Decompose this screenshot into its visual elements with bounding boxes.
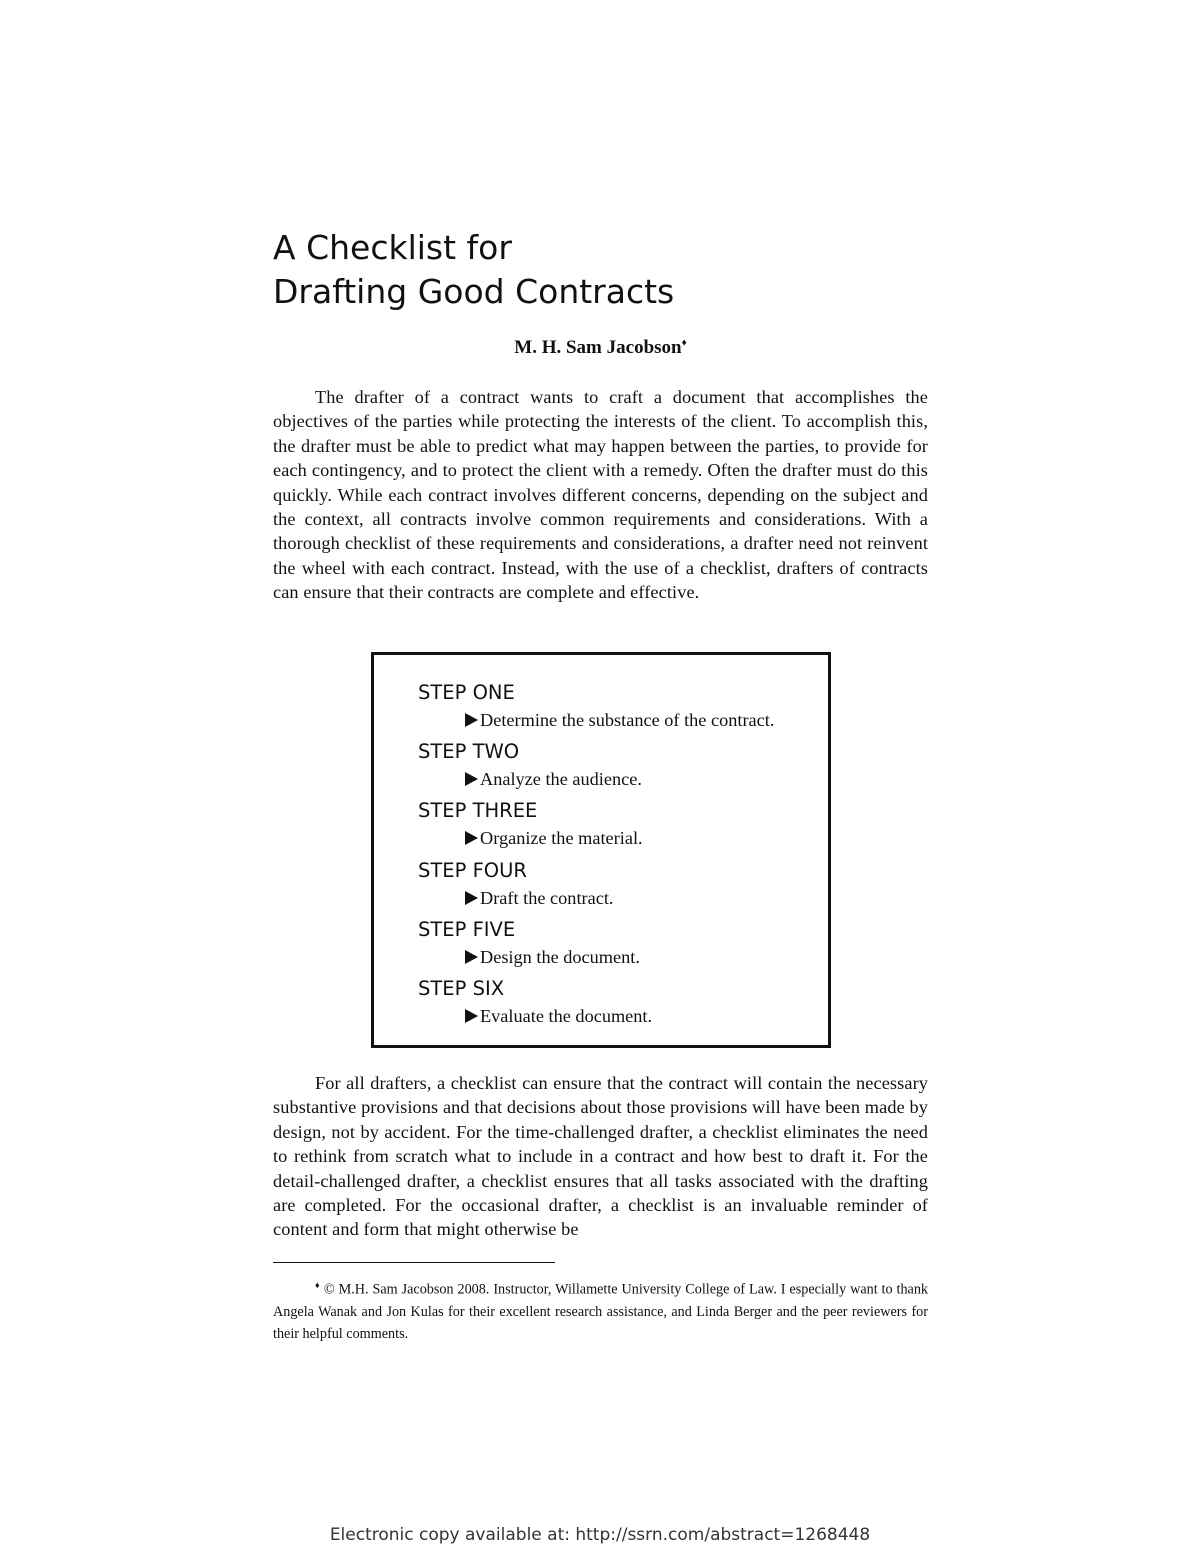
step-label: STEP THREE — [418, 799, 538, 823]
author-footnote-mark: ♦ — [681, 337, 687, 349]
step-label: STEP SIX — [418, 976, 505, 1000]
title-line-1: A Checklist for — [273, 228, 512, 267]
step-label: STEP TWO — [418, 740, 520, 764]
ssrn-footer: Electronic copy available at: http://ssrn.com/abstract=1268448 — [329, 1525, 871, 1545]
title-line-2: Drafting Good Contracts — [273, 272, 675, 311]
triangle-bullet-icon — [465, 831, 478, 845]
document-title — [273, 226, 674, 314]
step-item — [418, 916, 820, 975]
footnote-divider — [273, 1262, 555, 1263]
steps-list — [418, 679, 820, 1034]
footnote-mark: ♦ — [315, 1280, 320, 1290]
triangle-bullet-icon — [465, 772, 478, 786]
step-label: STEP ONE — [418, 681, 515, 704]
step-description: Determine the substance of the contract. — [465, 707, 820, 733]
step-label: STEP FIVE — [418, 917, 516, 941]
steps-checklist-box — [371, 652, 831, 1048]
step-item — [418, 975, 820, 1034]
step-description: Design the document. — [465, 944, 820, 970]
footnote-text: © M.H. Sam Jacobson 2008. Instructor, Willamette University College of Law. I especially want to thank Angela Wanak and Jon Kulas for their excellent research assistance, and Linda Berger and the peer reviewers for their helpful comments. — [273, 1281, 929, 1342]
step-description: Draft the contract. — [465, 885, 820, 911]
step-label: STEP FOUR — [418, 858, 527, 882]
step-item — [418, 679, 820, 738]
author-line — [273, 337, 928, 359]
triangle-bullet-icon — [465, 950, 478, 964]
step-item — [418, 797, 820, 856]
triangle-bullet-icon — [465, 891, 478, 905]
triangle-bullet-icon — [465, 1009, 478, 1023]
step-item — [418, 857, 820, 916]
step-item — [418, 738, 820, 797]
author-name: M. H. Sam Jacobson — [514, 337, 682, 358]
step-description: Evaluate the document. — [465, 1003, 820, 1029]
step-description: Analyze the audience. — [465, 766, 820, 792]
step-description: Organize the material. — [465, 825, 820, 851]
triangle-bullet-icon — [465, 713, 478, 727]
intro-paragraph: The drafter of a contract wants to craft a document that accomplishes the objectives of the parties while protecting the interests of the client. To accomplish this, the drafter must be able to predict what may happen between the parties, to provide for each contingency, and to protect the client with a remedy. Often the drafter must do this quickly. While each contract involves different concerns, depending on the subject and the context, all contracts involve common requirements and considerations. With a thorough checklist of these requirements and considerations, a drafter need not reinvent the wheel with each contract. Instead, with the use of a checklist, drafters of contracts can ensure that their contracts are complete and effective. — [273, 387, 928, 603]
second-paragraph: For all drafters, a checklist can ensure that the contract will contain the necessary substantive provisions and that decisions about those provisions will have been made by design, not by accident. For the time-challenged drafter, a checklist eliminates the need to rethink from scratch what to include in a contract and how best to draft it. For the detail-challenged drafter, a checklist ensures that all tasks associated with the drafting are completed. For the occasional drafter, a checklist is an invaluable reminder of content and form that might otherwise be — [273, 1073, 928, 1240]
footnote — [273, 1274, 928, 1345]
